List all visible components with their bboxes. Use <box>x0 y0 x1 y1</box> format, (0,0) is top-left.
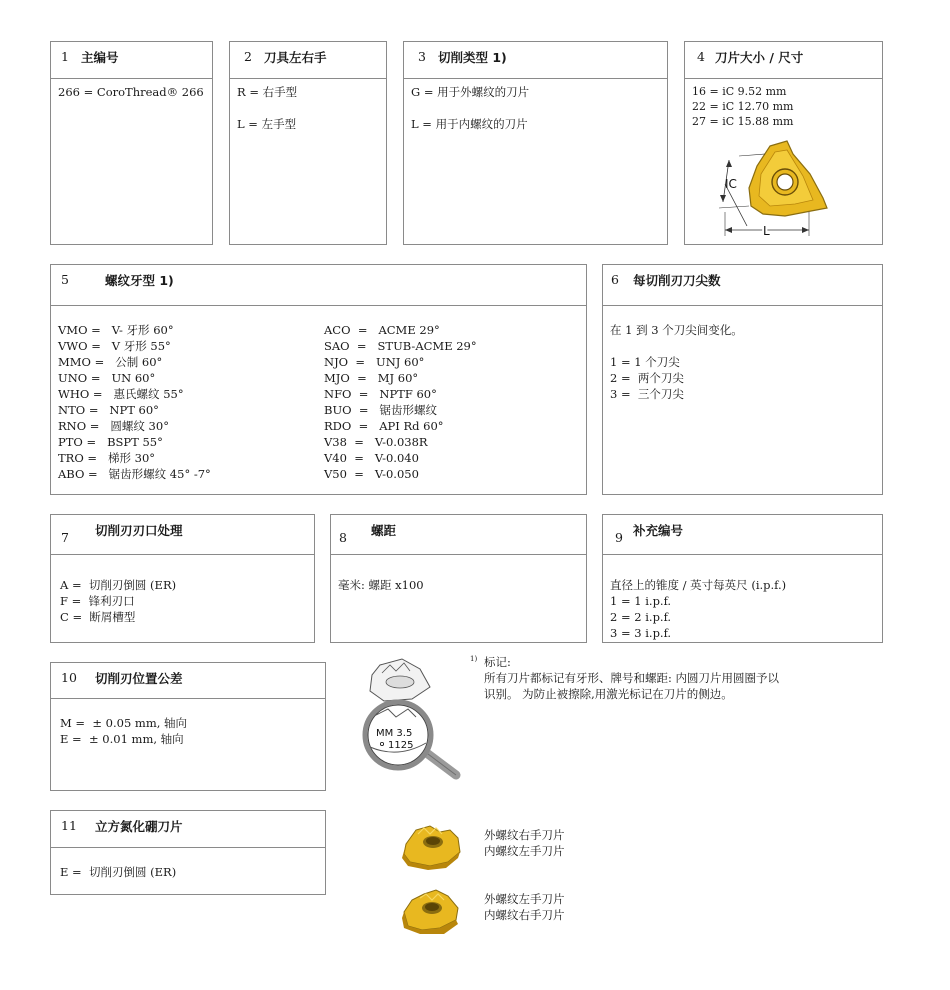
box-header <box>404 42 667 79</box>
box-title: 螺纹牙型 1) <box>105 273 174 288</box>
magnifier-text-2: 1125 <box>388 740 414 751</box>
magnifier-text-1: MM 3.5 <box>376 728 413 739</box>
profile-code-line: NTO = NPT 60° <box>58 403 159 417</box>
box-header <box>51 811 325 848</box>
insert-dimension-drawing <box>715 136 835 246</box>
footnote-line: 识别。 为防止被擦除,用激光标记在刀片的侧边。 <box>484 687 733 701</box>
profile-code-line: UNO = UN 60° <box>58 371 156 385</box>
box-header <box>51 515 314 555</box>
code-line: R = 右手型 <box>237 85 298 99</box>
box-position-tolerance <box>50 662 326 791</box>
box-header <box>331 515 586 555</box>
profile-code-line: VMO = V- 牙形 60° <box>58 323 174 337</box>
box-title: 补充编号 <box>633 523 684 538</box>
box-header <box>51 265 586 306</box>
box-cbn-insert <box>50 810 326 895</box>
profile-code-line: ACO = ACME 29° <box>324 323 440 337</box>
code-line: 1 = 1 i.p.f. <box>610 594 672 608</box>
code-line: 3 = 三个刀尖 <box>610 387 684 401</box>
profile-code-line: SAO = STUB-ACME 29° <box>324 339 477 353</box>
l-label: L <box>763 224 770 238</box>
box-title: 每切削刃刀尖数 <box>633 273 721 288</box>
profile-code-line: RDO = API Rd 60° <box>324 419 444 433</box>
profile-code-line: MMO = 公制 60° <box>58 355 163 369</box>
code-line: A = 切削刃倒圆 (ER) <box>60 578 177 592</box>
size-line: 16 = iC 9.52 mm <box>692 85 787 98</box>
box-title: 刀具左右手 <box>264 50 327 65</box>
box-header <box>685 42 882 79</box>
marking-magnifier-illustration <box>352 655 462 780</box>
box-supplement <box>602 514 883 643</box>
code-line: M = ± 0.05 mm, 轴向 <box>60 716 188 730</box>
text-line: 直径上的锥度 / 英寸每英尺 (i.p.f.) <box>610 578 787 592</box>
code-line: L = 用于内螺纹的刀片 <box>411 117 528 131</box>
box-number: 5 <box>61 272 69 287</box>
box-pitch <box>330 514 587 643</box>
insert-b-label: 外螺纹左手刀片 <box>484 892 565 906</box>
code-line: L = 左手型 <box>237 117 297 131</box>
insert-icon-right-hand <box>400 822 464 872</box>
box-header <box>603 515 882 555</box>
code-line: E = 切削刃倒圆 (ER) <box>60 865 177 879</box>
box-number: 2 <box>244 49 252 64</box>
box-title: 切削刃位置公差 <box>95 671 183 686</box>
box-main-number <box>50 41 213 245</box>
profile-code-line: PTO = BSPT 55° <box>58 435 163 449</box>
code-line: C = 断屑槽型 <box>60 610 136 624</box>
box-number: 1 <box>61 49 69 64</box>
box-number: 7 <box>61 530 69 545</box>
text-line: 毫米: 螺距 x100 <box>338 578 424 592</box>
box-title: 切削类型 1) <box>438 50 507 65</box>
box-header <box>603 265 882 306</box>
footnote-title: 标记: <box>484 655 511 669</box>
box-number: 10 <box>61 670 77 685</box>
box-hand <box>229 41 387 245</box>
footnote-mark: 1) <box>470 655 478 663</box>
box-header <box>230 42 386 79</box>
box-number: 11 <box>61 818 77 833</box>
insert-a-label: 外螺纹右手刀片 <box>484 828 565 842</box>
profile-code-line: WHO = 惠氏螺纹 55° <box>58 387 184 401</box>
code-line: 2 = 两个刀尖 <box>610 371 684 385</box>
profile-code-line: NJO = UNJ 60° <box>324 355 425 369</box>
box-number: 3 <box>418 49 426 64</box>
ic-label: IC <box>725 177 737 191</box>
box-edge-treatment <box>50 514 315 643</box>
box-number: 8 <box>339 530 347 545</box>
profile-code-line: NFO = NPTF 60° <box>324 387 437 401</box>
profile-code-line: BUO = 锯齿形螺纹 <box>324 403 437 417</box>
box-thread-profile <box>50 264 587 495</box>
size-line: 27 = iC 15.88 mm <box>692 115 794 128</box>
code-line: 1 = 1 个刀尖 <box>610 355 680 369</box>
box-tip-count <box>602 264 883 495</box>
profile-code-line: ABO = 锯齿形螺纹 45° -7° <box>58 467 211 481</box>
box-title: 立方氮化硼刀片 <box>95 819 183 834</box>
box-number: 6 <box>611 272 619 287</box>
code-line: G = 用于外螺纹的刀片 <box>411 85 530 99</box>
box-title: 刀片大小 / 尺寸 <box>715 50 804 65</box>
profile-code-line: V50 = V-0.050 <box>324 467 419 481</box>
box-number: 9 <box>615 530 623 545</box>
code-line: 2 = 2 i.p.f. <box>610 610 672 624</box>
size-line: 22 = iC 12.70 mm <box>692 100 794 113</box>
profile-code-line: MJO = MJ 60° <box>324 371 419 385</box>
profile-code-line: RNO = 圆螺纹 30° <box>58 419 169 433</box>
code-line: F = 锋利刃口 <box>60 594 135 608</box>
code-line: 3 = 3 i.p.f. <box>610 626 672 640</box>
box-cut-type <box>403 41 668 245</box>
profile-code-line: V40 = V-0.040 <box>324 451 419 465</box>
box-header <box>51 663 325 699</box>
box-title: 主编号 <box>81 50 119 65</box>
box-insert-size <box>684 41 883 245</box>
box-title: 切削刃刃口处理 <box>95 523 183 538</box>
insert-icon-left-hand <box>400 886 464 936</box>
code-line: 266 = CoroThread® 266 <box>58 85 204 99</box>
profile-code-line: TRO = 梯形 30° <box>58 451 156 465</box>
box-title: 螺距 <box>371 523 397 538</box>
text-line: 在 1 到 3 个刀尖间变化。 <box>610 323 743 337</box>
profile-code-line: VWO = V 牙形 55° <box>58 339 171 353</box>
insert-a-label: 内螺纹左手刀片 <box>484 844 565 858</box>
box-number: 4 <box>697 49 705 64</box>
box-header <box>51 42 212 79</box>
footnote-line: 所有刀片都标记有牙形、牌号和螺距: 内圆刀片用圆圈予以 <box>484 671 780 685</box>
profile-code-line: V38 = V-0.038R <box>324 435 428 449</box>
code-line: E = ± 0.01 mm, 轴向 <box>60 732 184 746</box>
insert-b-label: 内螺纹右手刀片 <box>484 908 565 922</box>
